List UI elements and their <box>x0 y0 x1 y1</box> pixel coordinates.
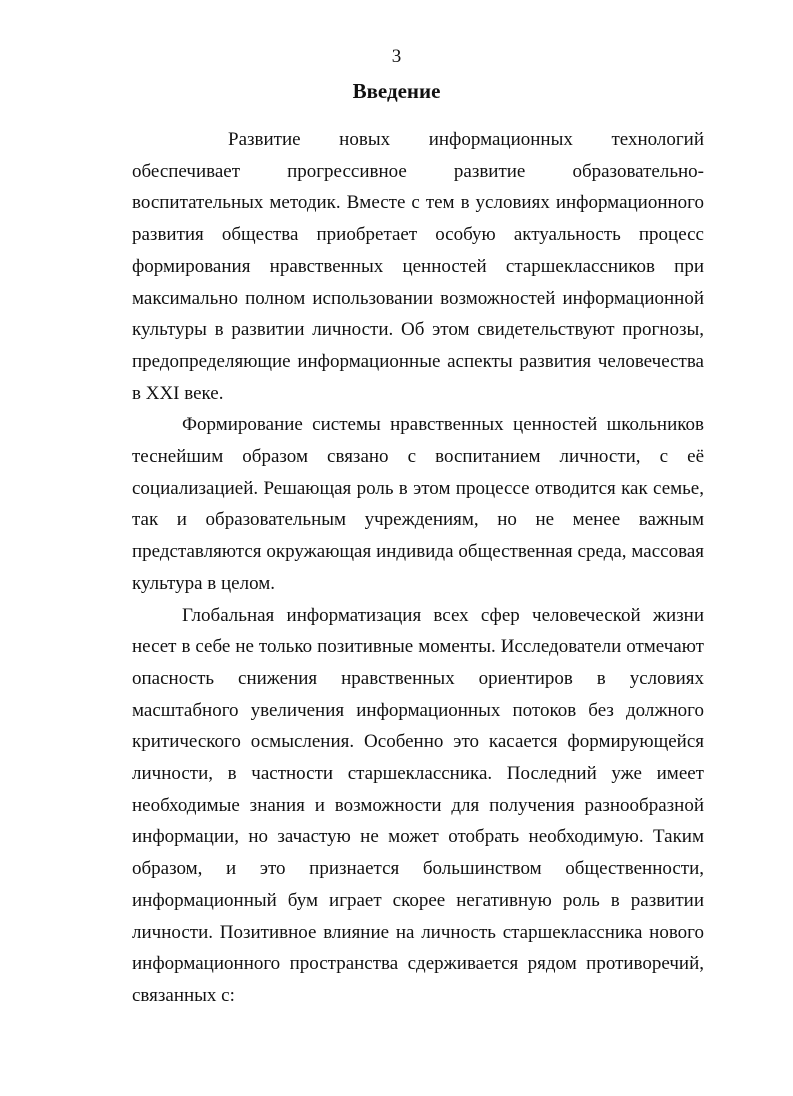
paragraph-intro: Развитие новых информационных технологий обеспечивает прогрессивное развитие образовательно-воспитательных методик. Вместе с тем в условиях информационного развития общества приобретает особую актуальность процесс формирования нравственных ценностей старшеклассников при максимально полном использовании возможностей информационной культуры в развитии личности. Об этом свидетельствуют прогнозы, предопределяющие информационные аспекты развития человечества в XXI веке. <box>132 129 704 404</box>
paragraph-values: Формирование системы нравственных ценностей школьников теснейшим образом связано с воспитанием личности, с её социализацией. Решающая роль в этом процессе отводится как семье, так и образовательным учреждениям, но не менее важным представляются окружающая индивида общественная среда, массовая культура в целом. <box>132 414 704 594</box>
section-heading: Введение <box>352 79 441 103</box>
paragraph-informatization: Глобальная информатизация всех сфер человеческой жизни несет в себе не только позитивные моменты. Исследователи отмечают опасность снижения нравственных ориентиров в условиях масштабного увеличения информационных потоков без должного критического осмысления. Особенно это касается формирующейся личности, в частности старшеклассника. Последний уже имеет необходимые знания и возможности для получения разнообразной информации, но зачастую не может отобрать необходимую. Таким образом, и это признается большинством общественности, информационный бум играет скорее негативную роль в развитии личности. Позитивное влияние на личность старшеклассника нового информационного пространства сдерживается рядом противоречий, связанных с: <box>132 604 704 1006</box>
page-number: 3 <box>391 46 402 67</box>
body-text <box>132 124 704 1012</box>
